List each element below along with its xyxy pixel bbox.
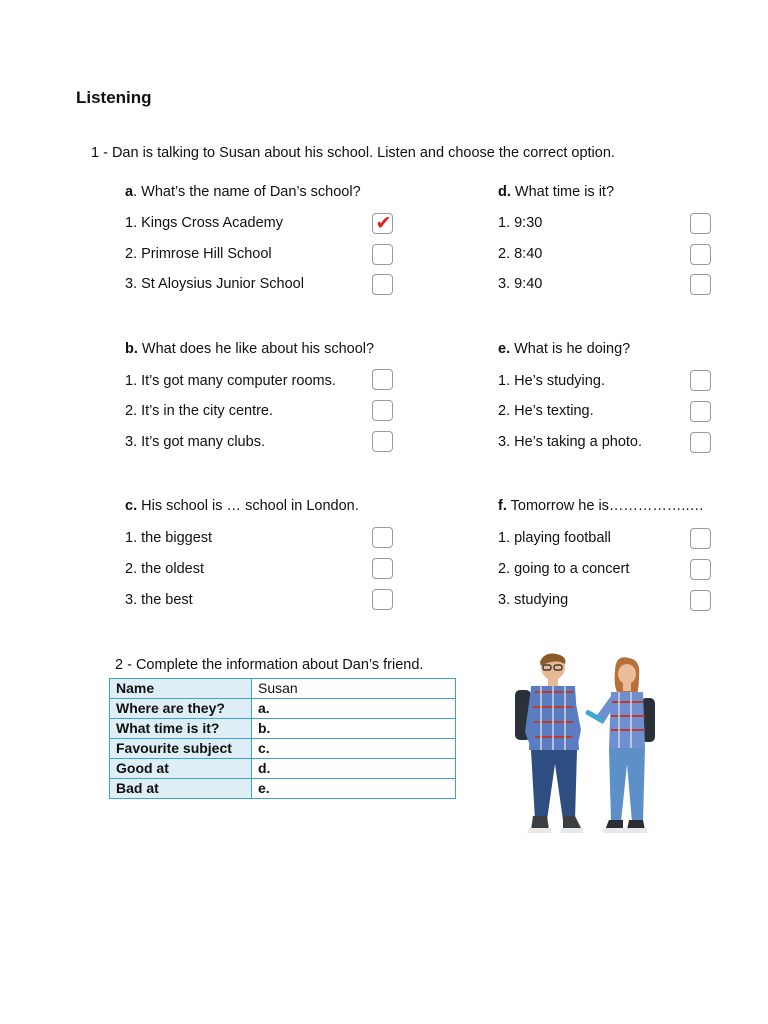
option-label: 2. He’s texting. [498, 403, 594, 419]
question-letter: c. [125, 498, 138, 514]
row-label: Favourite subject [110, 739, 252, 759]
option-label: 2. the oldest [125, 561, 204, 577]
table-row [110, 679, 456, 699]
row-value[interactable]: a. [252, 699, 456, 719]
row-value[interactable]: b. [252, 719, 456, 739]
option-label: 3. 9:40 [498, 276, 543, 292]
option-checkbox[interactable] [372, 369, 393, 390]
girl-figure [585, 657, 655, 833]
question-f [498, 496, 768, 608]
question-text: What is he doing? [510, 341, 631, 357]
option-label: 2. Primrose Hill School [125, 246, 272, 262]
row-value[interactable]: Susan [252, 679, 456, 699]
question-text: What time is it? [510, 184, 615, 200]
option-checkbox[interactable] [690, 559, 711, 580]
option-label: 2. It’s in the city centre. [125, 403, 274, 419]
question-text: His school is … school in London. [137, 498, 359, 514]
option-checkbox[interactable] [372, 589, 393, 610]
question-letter: e. [498, 341, 511, 357]
row-value[interactable]: e. [252, 779, 456, 799]
option-label: 3. St Aloysius Junior School [125, 276, 304, 292]
table-row [110, 699, 456, 719]
option-checkbox[interactable] [690, 370, 711, 391]
option-checkbox[interactable] [690, 213, 711, 234]
option-label: 1. It’s got many computer rooms. [125, 373, 336, 389]
option-label: 3. the best [125, 592, 193, 608]
question-d [498, 182, 768, 292]
question-text: . What’s the name of Dan’s school? [133, 184, 361, 200]
option-checkbox[interactable] [690, 590, 711, 611]
row-value[interactable]: d. [252, 759, 456, 779]
question-letter: a [125, 184, 134, 200]
boy-figure [515, 654, 583, 833]
question-letter: d. [498, 184, 511, 200]
option-checkbox[interactable] [372, 274, 393, 295]
option-checkbox[interactable] [372, 400, 393, 421]
table-row [110, 759, 456, 779]
row-label: What time is it? [110, 719, 252, 739]
check-mark-icon: ✔ [375, 212, 392, 234]
question-text: What does he like about his school? [137, 341, 375, 357]
question-a [125, 182, 425, 292]
option-label: 2. going to a concert [498, 561, 630, 577]
table-row [110, 739, 456, 759]
option-label: 1. 9:30 [498, 215, 543, 231]
row-label: Bad at [110, 779, 252, 799]
row-value[interactable]: c. [252, 739, 456, 759]
students-photo [505, 652, 665, 838]
option-label: 3. He’s taking a photo. [498, 434, 643, 450]
option-label: 3. It’s got many clubs. [125, 434, 265, 450]
option-checkbox[interactable] [690, 432, 711, 453]
question-text: Tomorrow he is……………..… [506, 498, 704, 514]
option-checkbox[interactable] [372, 527, 393, 548]
table-row [110, 779, 456, 799]
question-letter: f. [498, 498, 507, 514]
option-label: 1. playing football [498, 530, 611, 546]
option-checkbox[interactable] [690, 274, 711, 295]
row-label: Good at [110, 759, 252, 779]
option-checkbox[interactable] [372, 558, 393, 579]
exercise-1-instruction: 1 - Dan is talking to Susan about his school. Listen and choose the correct option. [91, 145, 615, 161]
option-checkbox[interactable] [372, 431, 393, 452]
option-checkbox[interactable] [690, 401, 711, 422]
question-letter: b. [125, 341, 138, 357]
option-label: 3. studying [498, 592, 569, 608]
option-label: 1. He’s studying. [498, 373, 605, 389]
option-checkbox[interactable] [372, 244, 393, 265]
info-table [109, 678, 456, 799]
row-label: Name [110, 679, 252, 699]
option-checkbox[interactable] [690, 244, 711, 265]
question-c [125, 496, 425, 608]
option-label: 2. 8:40 [498, 246, 543, 262]
page-title: Listening [76, 88, 152, 107]
question-b [125, 339, 425, 450]
option-label: 1. the biggest [125, 530, 213, 546]
option-label: 1. Kings Cross Academy [125, 215, 283, 231]
row-label: Where are they? [110, 699, 252, 719]
option-checkbox[interactable] [372, 213, 393, 234]
table-row [110, 719, 456, 739]
question-e [498, 339, 768, 450]
exercise-2-instruction: 2 - Complete the information about Dan’s friend. [115, 657, 424, 673]
option-checkbox[interactable] [690, 528, 711, 549]
